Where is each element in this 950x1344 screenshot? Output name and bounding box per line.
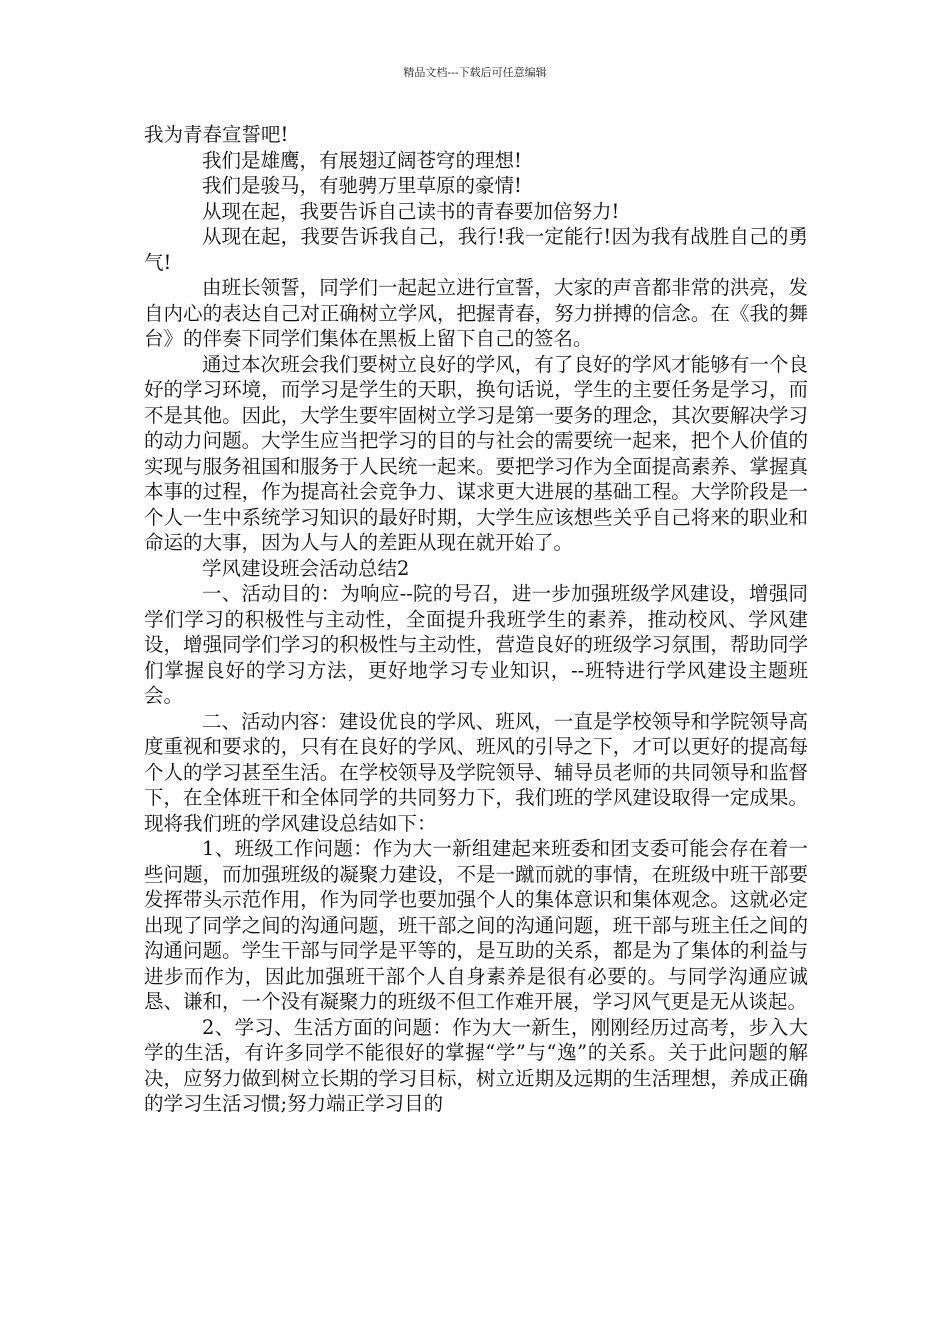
paragraph-oath-ceremony: 由班长领誓，同学们一起起立进行宣誓，大家的声音都非常的洪亮，发自内心的表达自己对正确树立学风，把握青春，努力拼搏的信念。在《我的舞台》的伴奏下同学们集体在黑板上留下自己的签名。 xyxy=(144,276,808,350)
paragraph-oath-study: 从现在起，我要告诉自己读书的青春要加倍努力! xyxy=(202,199,620,223)
page-header: 精品文档---下载后可任意编辑 xyxy=(403,66,547,79)
paragraph-oath-horse: 我们是骏马，有驰骋万里草原的豪情! xyxy=(202,174,522,197)
section-title: 学风建设班会活动总结2 xyxy=(202,556,410,580)
paragraph-oath-eagle: 我们是雄鹰，有展翅辽阔苍穹的理想! xyxy=(202,148,522,172)
document-body xyxy=(144,122,808,1117)
paragraph-activity-purpose: 一、活动目的：为响应--院的号召，进一步加强班级学风建设，增强同学们学习的积极性与主动性，全面提升我班学生的素养，推动校风、学风建设，增强同学们学习的积极性与主动性，营造良好的班级学习氛围，帮助同学们掌握良好的学习方法，更好地学习专业知识，--班特进行学风建设主题班会。 xyxy=(144,582,808,707)
paragraph-activity-content: 二、活动内容：建设优良的学风、班风，一直是学校领导和学院领导高度重视和要求的，只有在良好的学风、班风的引导之下，才可以更好的提高每个人的学习甚至生活。在学校领导及学院领导、辅导员老师的共同领导和监督下，在全体班干和全体同学的共同努力下，我们班的学风建设取得一定成果。现将我们班的学风建设总结如下： xyxy=(144,709,808,835)
paragraph-oath-courage: 从现在起，我要告诉我自己，我行!我一定能行!因为我有战胜自己的勇气! xyxy=(144,225,808,274)
paragraph-class-work-issue: 1、班级工作问题：作为大一新组建起来班委和团支委可能会存在着一些问题，而加强班级的凝聚力建设，不是一蹴而就的事情，在班级中班干部要发挥带头示范作用，作为同学也要加强个人的集体意识和集体观念。这就必定出现了同学之间的沟通问题，班干部之间的沟通问题，班干部与班主任之间的沟通问题。学生干部与同学是平等的，是互助的关系，都是为了集体的利益与进步而作为，因此加强班干部个人自身素养是很有必要的。与同学沟通应诚恳、谦和，一个没有凝聚力的班级不但工作难开展，学习风气更是无从谈起。 xyxy=(144,837,808,1013)
paragraph-meeting-summary: 通过本次班会我们要树立良好的学风，有了良好的学风才能够有一个良好的学习环境，而学习是学生的天职，换句话说，学生的主要任务是学习，而不是其他。因此，大学生要牢固树立学习是第一要务的理念，其次要解决学习的动力问题。大学生应当把学习的目的与社会的需要统一起来，把个人价值的实现与服务祖国和服务于人民统一起来。要把学习作为全面提高素养、掌握真本事的过程，作为提高社会竞争力、谋求更大进展的基础工程。大学阶段是一个人一生中系统学习知识的最好时期，大学生应该想些关乎自己将来的职业和命运的大事，因为人与人的差距从现在就开始了。 xyxy=(144,352,808,554)
paragraph-oath-intro: 我为青春宣誓吧! xyxy=(144,123,289,146)
paragraph-study-life-issue: 2、学习、生活方面的问题：作为大一新生，刚刚经历过高考，步入大学的生活，有许多同学不能很好的掌握“学”与“逸”的关系。关于此问题的解决，应努力做到树立长期的学习目标，树立近期及远期的生活理想，养成正确的学习生活习惯;努力端正学习目的 xyxy=(144,1015,808,1115)
